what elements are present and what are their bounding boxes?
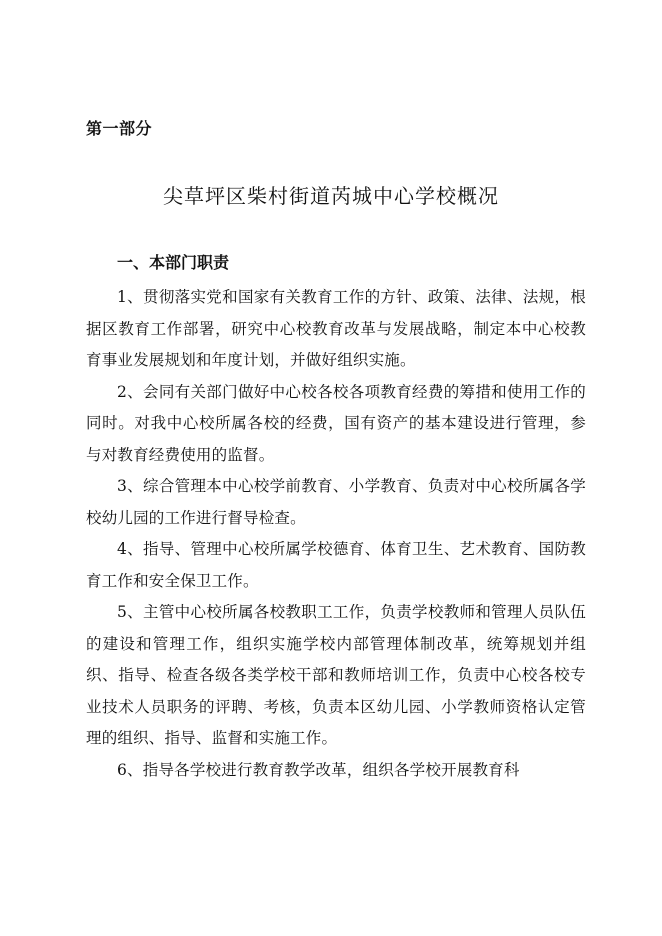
part-label: 第一部分 bbox=[86, 119, 153, 138]
paragraph-6: 6、指导各学校进行教育教学改革，组织各学校开展教育科 bbox=[117, 760, 520, 779]
document-body bbox=[86, 282, 586, 786]
section-heading: 一、本部门职责 bbox=[117, 253, 230, 272]
paragraph-5: 5、主管中心校所属各校教职工工作，负责学校教师和管理人员队伍的建设和管理工作，组织实施学校内部管理体制改革，统筹规划并组织、指导、检查各级各类学校干部和教师培训工作，负责中心校各校专业技术人员职务的评聘、考核，负责本区幼儿园、小学教师资格认定管理的组织、指导、监督和实施工作。 bbox=[86, 603, 586, 747]
paragraph-3: 3、综合管理本中心校学前教育、小学教育、负责对中心校所属各学校幼儿园的工作进行督导检查。 bbox=[86, 477, 586, 527]
document-title: 尖草坪区柴村街道芮城中心学校概况 bbox=[163, 184, 499, 208]
paragraph-2: 2、会同有关部门做好中心校各校各项教育经费的筹措和使用工作的同时。对我中心校所属各校的经费，国有资产的基本建设进行管理，参与对教育经费使用的监督。 bbox=[86, 382, 586, 464]
paragraph-1: 1、贯彻落实党和国家有关教育工作的方针、政策、法律、法规，根据区教育工作部署，研究中心校教育改革与发展战略，制定本中心校教育事业发展规划和年度计划，并做好组织实施。 bbox=[86, 288, 586, 369]
paragraph-4: 4、指导、管理中心校所属学校德育、体育卫生、艺术教育、国防教育工作和安全保卫工作。 bbox=[86, 540, 586, 590]
